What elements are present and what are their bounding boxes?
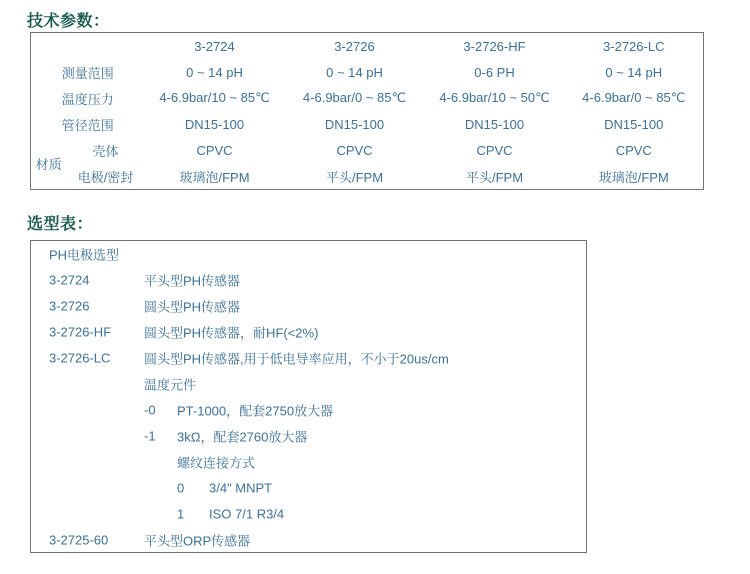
table-cell: 4-6.9bar/0 ~ 85℃ [302,90,407,105]
option-description: PT-1000，配套2750放大器 [177,403,334,419]
pipe-range-row [31,111,704,137]
table-cell: CPVC [336,142,373,158]
table-cell: 0-6 PH [474,64,515,80]
option-code: 1 [177,506,185,522]
selection-row-3-2726 [31,293,586,319]
shell-material-row [31,137,704,163]
selection-heading: PH电极选型 [49,247,120,263]
table-cell: DN15-100 [604,116,664,132]
column-header-3-2726: 3-2726 [334,38,375,54]
selection-row-3-2725-60 [31,527,586,553]
selection-subheading: 温度元件 [144,377,197,393]
row-label: 温度压力 [61,91,114,107]
option-description: 3kΩ，配套2760放大器 [177,429,308,445]
model-description: 圆头型PH传感器 [144,299,241,315]
column-header-3-2726-lc: 3-2726-LC [603,38,665,54]
model-description: 圆头型PH传感器,用于低电导率应用，不小于20us/cm [144,351,449,367]
table-cell: CPVC [476,142,513,158]
model-description: 平头型ORP传感器 [144,533,251,549]
material-group-label: 材质 [35,156,62,172]
table-cell: CPVC [196,142,233,158]
model-code: 3-2724 [49,272,90,288]
selection-row-3-2724 [31,267,586,293]
model-description: 平头型PH传感器 [144,273,241,289]
option-description: 3/4" MNPT [209,480,273,496]
table-cell: DN15-100 [464,116,525,132]
selection-row-temp-option-0 [31,397,586,423]
model-code: 3-2726-HF [49,324,112,340]
option-code: -1 [144,428,156,444]
model-description: 圆头型PH传感器，耐HF(<2%) [144,325,319,341]
row-label: 管径范围 [61,117,114,133]
measure-range-row [31,59,704,85]
option-description: ISO 7/1 R3/4 [209,506,285,522]
model-code: 3-2726-LC [49,350,111,366]
selection-table-title: 选型表： [27,216,94,233]
tech-header-row [31,33,704,60]
row-label: 电极/密封 [77,169,134,185]
selection-row-thread-option-1 [31,501,586,527]
table-cell: 0 ~ 14 pH [605,64,663,80]
selection-row-temp-option-1 [31,423,586,449]
selection-row-temp-element-heading [31,371,586,397]
tech-params-table [30,32,704,190]
tech-header-empty-cell [31,33,145,60]
table-cell: 4-6.9bar/10 ~ 50℃ [439,90,550,105]
selection-row-thread-heading [31,449,586,475]
table-cell: 4-6.9bar/0 ~ 85℃ [582,90,686,105]
column-header-3-2726-hf: 3-2726-HF [463,38,526,54]
electrode-seal-row [31,163,704,190]
selection-table [30,240,587,553]
row-label: 壳体 [92,143,119,159]
tech-params-title: 技术参数： [27,13,110,30]
table-cell: CPVC [615,142,652,158]
selection-row-3-2726-hf [31,319,586,345]
table-cell: 4-6.9bar/10 ~ 85℃ [159,90,270,105]
column-header-3-2724: 3-2724 [194,38,235,54]
table-cell: 玻璃泡/FPM [179,169,250,185]
option-code: 0 [177,480,185,496]
selection-row-ph-electrode-heading [31,241,586,267]
selection-row-3-2726-lc [31,345,586,371]
table-cell: DN15-100 [324,116,385,132]
row-label: 测量范围 [61,65,114,81]
table-cell: 0 ~ 14 pH [186,64,243,80]
table-cell: 0 ~ 14 pH [326,64,383,80]
model-code: 3-2725-60 [49,532,109,548]
temp-pressure-row [31,85,704,111]
selection-row-thread-option-0 [31,475,586,501]
table-cell: 玻璃泡/FPM [598,169,669,185]
table-cell: DN15-100 [184,116,245,132]
option-code: -0 [144,402,156,418]
table-cell: 平头/FPM [325,169,384,185]
table-cell: 平头/FPM [465,169,524,185]
model-code: 3-2726 [49,298,90,314]
selection-subheading: 螺纹连接方式 [177,455,256,471]
